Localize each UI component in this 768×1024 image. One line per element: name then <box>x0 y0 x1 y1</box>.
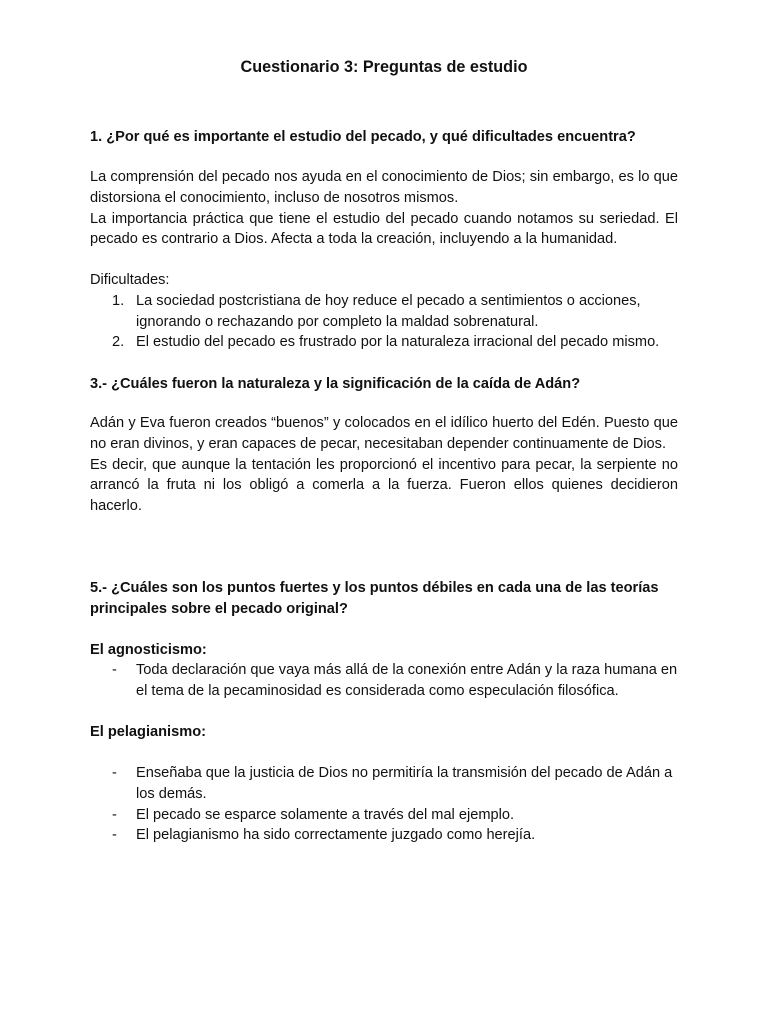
question-3: 3.- ¿Cuáles fueron la naturaleza y la significación de la caída de Adán? <box>90 376 581 392</box>
agnosticism-list <box>90 660 678 702</box>
pelagianism-heading: El pelagianismo: <box>90 724 206 740</box>
paragraph: La importancia práctica que tiene el estudio del pecado cuando notamos su seriedad. El pecado es contrario a Dios. Afecta a toda la creación, incluyendo a la humanidad. <box>90 210 678 248</box>
list-item-text: El pecado se esparce solamente a través del mal ejemplo. <box>136 806 515 823</box>
list-marker: 2. <box>112 334 125 351</box>
list-marker: - <box>112 765 117 781</box>
list-item <box>90 291 678 333</box>
list-marker: 1. <box>112 292 125 309</box>
list-item-text: Enseñaba que la justicia de Dios no permitiría la transmisión del pecado de Adán a los demás. <box>136 765 673 802</box>
question-3-answer <box>90 413 678 517</box>
difficulties-label: Dificultades: <box>90 272 170 288</box>
pelagianism-list <box>90 763 678 846</box>
agnosticism-heading: El agnosticismo: <box>90 642 207 658</box>
question-1: 1. ¿Por qué es importante el estudio del pecado, y qué dificultades encuentra? <box>90 129 636 145</box>
list-item-text: La sociedad postcristiana de hoy reduce el pecado a sentimientos o acciones, ignorando o rechazando por completo la maldad sobrenatural. <box>136 292 641 330</box>
difficulties-section <box>90 270 678 353</box>
list-item-text: El estudio del pecado es frustrado por la naturaleza irracional del pecado mismo. <box>136 334 660 351</box>
list-item <box>90 660 678 702</box>
list-marker: - <box>112 806 117 823</box>
document-title: Cuestionario 3: Preguntas de estudio <box>240 58 528 76</box>
list-item <box>90 332 678 353</box>
paragraph: La comprensión del pecado nos ayuda en el conocimiento de Dios; sin embargo, es lo que distorsiona el conocimiento, incluso de nosotros mismos. <box>90 169 678 206</box>
difficulties-list <box>90 291 678 353</box>
list-item-text: Toda declaración que vaya más allá de la conexión entre Adán y la raza humana en el tema de la pecaminosidad es considerada como especulación filosófica. <box>136 662 678 699</box>
question-5: 5.- ¿Cuáles son los puntos fuertes y los puntos débiles en cada una de las teorías principales sobre el pecado original? <box>90 580 659 617</box>
list-marker: - <box>112 827 117 844</box>
list-item <box>90 805 678 826</box>
list-item <box>90 763 678 805</box>
question-1-answer <box>90 167 678 250</box>
list-item <box>90 825 678 846</box>
paragraph: Adán y Eva fueron creados “buenos” y colocados en el idílico huerto del Edén. Puesto que no eran divinos, y eran capaces de pecar, necesitaban depender continuamente de Dios. <box>90 415 678 452</box>
paragraph: Es decir, que aunque la tentación les proporcionó el incentivo para pecar, la serpiente no arrancó la fruta ni los obligó a comerla a la fuerza. Fueron ellos quienes decidieron hacerlo. <box>90 456 678 515</box>
list-marker: - <box>112 662 117 678</box>
list-item-text: El pelagianismo ha sido correctamente juzgado como herejía. <box>136 827 536 844</box>
